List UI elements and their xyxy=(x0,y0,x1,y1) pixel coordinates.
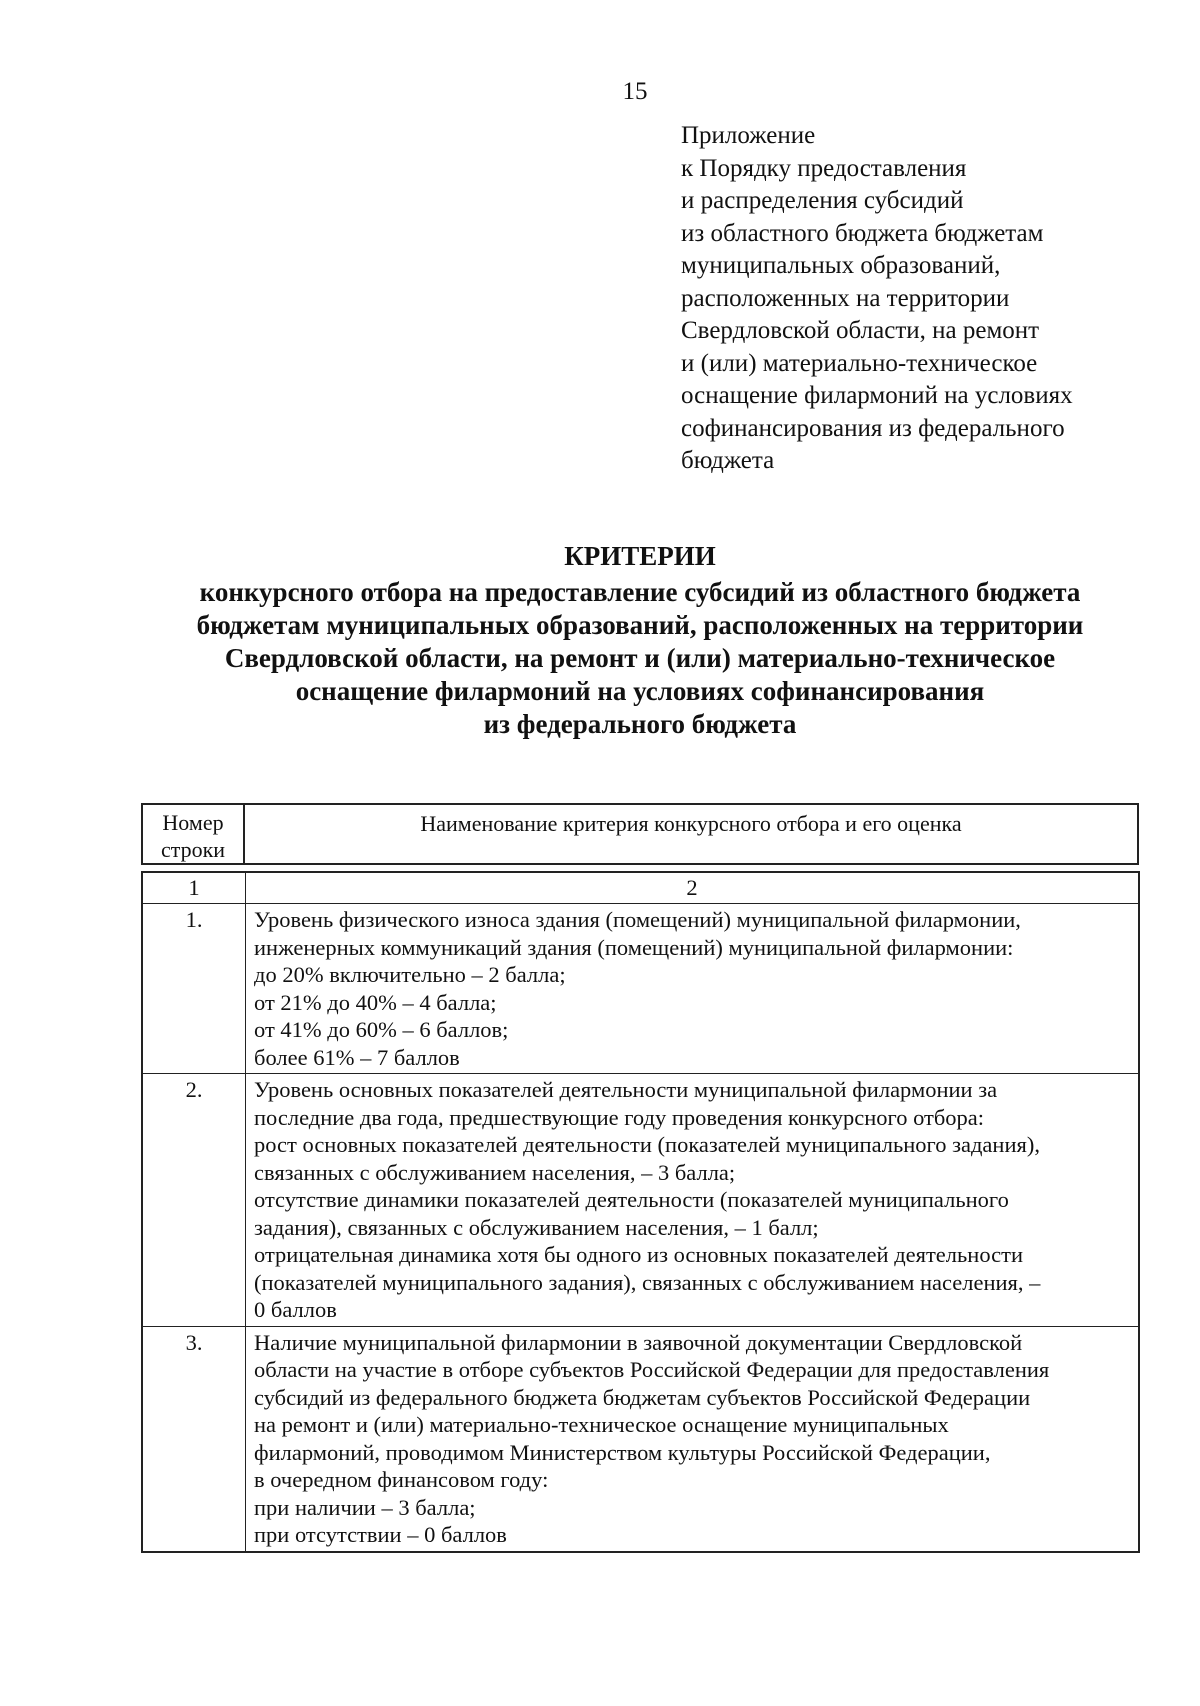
page-number: 15 xyxy=(622,78,648,105)
criterion-line: рост основных показателей деятельности (показателей муниципального задания), xyxy=(254,1132,1040,1157)
appendix-line: и распределения субсидий xyxy=(681,187,964,214)
criterion-line: Наличие муниципальной филармонии в заявочной документации Свердловской xyxy=(254,1329,1023,1355)
criteria-table-header xyxy=(141,803,1139,865)
criterion-line: при наличии – 3 балла; xyxy=(254,1494,476,1520)
row-number: 3. xyxy=(143,1327,246,1551)
title-line: Свердловской области, на ремонт и (или) материально-техническое xyxy=(224,643,1056,673)
document-title xyxy=(120,540,1160,741)
header-criterion-name: Наименование критерия конкурсного отбора и его оценка xyxy=(420,811,962,836)
appendix-line: бюджета xyxy=(681,447,775,474)
table-row xyxy=(143,903,1138,1073)
criterion-line: Уровень основных показателей деятельности муниципальной филармонии за xyxy=(254,1077,998,1102)
criterion-line: отсутствие динамики показателей деятельности (показателей муниципального xyxy=(254,1187,1009,1212)
row-criterion xyxy=(246,1327,1138,1551)
criterion-line: филармоний, проводимом Министерством культуры Российской Федерации, xyxy=(254,1439,991,1465)
criterion-line: на ремонт и (или) материально-техническое оснащение муниципальных xyxy=(254,1412,949,1437)
appendix-line: к Порядку предоставления xyxy=(681,154,967,182)
appendix-line: оснащение филармоний на условиях xyxy=(681,382,1073,409)
appendix-line: муниципальных образований, xyxy=(681,252,1001,279)
criterion-line: отрицательная динамика хотя бы одного из основных показателей деятельности xyxy=(254,1242,1023,1267)
criterion-line: до 20% включительно – 2 балла; xyxy=(254,962,566,987)
criterion-line: последние два года, предшествующие году проведения конкурсного отбора: xyxy=(254,1104,985,1130)
criterion-line: Уровень физического износа здания (помещений) муниципальной филармонии, xyxy=(254,907,1021,932)
appendix-line: из областного бюджета бюджетам xyxy=(681,219,1044,247)
criterion-line: в очередном финансовом году: xyxy=(254,1467,549,1492)
table-index-row xyxy=(143,873,1138,903)
criterion-line: от 41% до 60% – 6 баллов; xyxy=(254,1017,509,1042)
criterion-line: связанных с обслуживанием населения, – 3 балла; xyxy=(254,1159,736,1185)
criterion-line: инженерных коммуникаций здания (помещений) муниципальной филармонии: xyxy=(254,934,1014,960)
title-line: оснащение филармоний на условиях софинансирования xyxy=(295,676,985,706)
header-row-number-line: Номер xyxy=(162,810,224,835)
row-number: 2. xyxy=(143,1074,246,1326)
appendix-line: Приложение xyxy=(681,122,816,149)
criterion-line: (показателей муниципального задания), связанных с обслуживанием населения, – xyxy=(254,1269,1041,1295)
row-criterion xyxy=(246,1074,1138,1326)
header-row-number-line: строки xyxy=(160,837,226,862)
criterion-line: от 21% до 40% – 4 балла; xyxy=(254,989,497,1015)
criterion-line: при отсутствии – 0 баллов xyxy=(254,1522,507,1547)
index-col1: 1 xyxy=(143,873,246,903)
table-row xyxy=(143,1073,1138,1326)
criterion-line: субсидий из федерального бюджета бюджетам субъектов Российской Федерации xyxy=(254,1384,1031,1410)
title-line: из федерального бюджета xyxy=(483,709,797,739)
appendix-line: софинансирования из федерального xyxy=(681,414,1065,442)
criterion-line: задания), связанных с обслуживанием населения, – 1 балл; xyxy=(254,1214,819,1240)
table-row xyxy=(143,1326,1138,1551)
title-line: конкурсного отбора на предоставление субсидий из областного бюджета xyxy=(199,577,1081,607)
title-line: бюджетам муниципальных образований, расположенных на территории xyxy=(196,610,1084,640)
criterion-line: 0 баллов xyxy=(254,1297,337,1322)
criteria-table xyxy=(141,871,1140,1553)
appendix-note xyxy=(681,120,1181,478)
index-col2: 2 xyxy=(686,875,698,900)
row-criterion xyxy=(246,904,1138,1073)
appendix-line: и (или) материально-техническое xyxy=(681,349,1038,377)
criterion-line: более 61% – 7 баллов xyxy=(254,1044,460,1070)
appendix-line: расположенных на территории xyxy=(681,284,1010,312)
appendix-line: Свердловской области, на ремонт xyxy=(681,317,1040,344)
row-number: 1. xyxy=(143,904,246,1073)
header-row-number xyxy=(143,805,245,863)
criterion-line: области на участие в отборе субъектов Российской Федерации для предоставления xyxy=(254,1357,1050,1382)
title-heading: КРИТЕРИИ xyxy=(564,541,716,571)
